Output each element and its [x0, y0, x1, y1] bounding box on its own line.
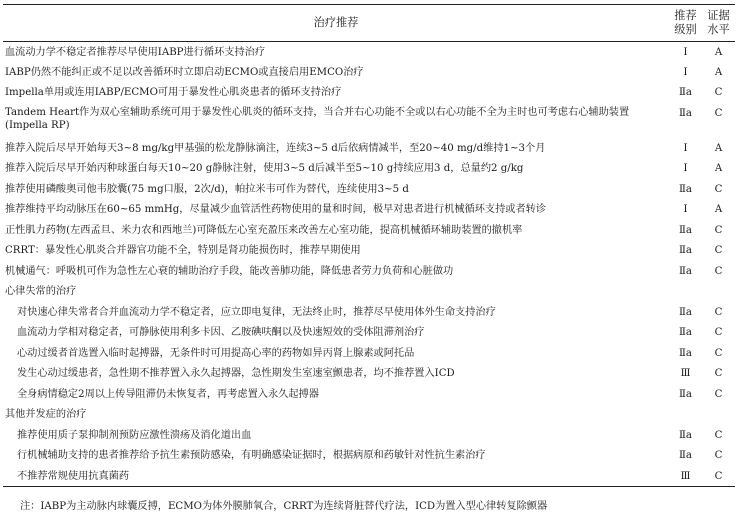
row-level: C — [714, 108, 723, 119]
row-text: 不推荐常规使用抗真菌药 — [3, 466, 669, 487]
row-text: 全身病情稳定2周以上传导阻滞仍未恢复者，再考虑置入永久起搏器 — [17, 388, 319, 400]
table-row — [3, 364, 735, 385]
row-level: A — [714, 163, 723, 175]
row-level: C — [714, 183, 723, 195]
header-level-line2: 水平 — [707, 23, 730, 36]
row-text: 推荐使用磷酸奥司他韦胶囊(75 mg口服，2次/d)，帕拉米韦可作为替代，连续使用3~5 d — [5, 183, 409, 195]
row-level — [702, 405, 735, 426]
row-class: Ⅰ — [683, 142, 688, 154]
row-class: Ⅱa — [679, 388, 692, 400]
row-level: C — [714, 450, 723, 462]
row-text: 推荐使用质子泵抑制剂预防应激性溃疡及消化道出血 — [17, 429, 252, 441]
row-text: 推荐维持平均动脉压在60~65 mmHg，尽量减少血管活性药物使用的量和时间，极早对患者进行机械循环支持或者转诊 — [5, 204, 547, 216]
table-row — [3, 343, 735, 364]
section-heading-row — [3, 405, 735, 426]
row-text: CRRT：暴发性心肌炎合并器官功能不全，特别是肾功能损伤时，推荐早期使用 — [5, 245, 361, 257]
row-level: C — [702, 466, 735, 487]
row-level: A — [714, 46, 723, 58]
row-class: Ⅲ — [669, 466, 702, 487]
table-row — [3, 241, 735, 262]
row-class: Ⅱa — [679, 450, 692, 462]
table-row — [3, 425, 735, 446]
row-text: 推荐入院后尽早开始丙种球蛋白每天10~20 g静脉注射，使用3~5 d后减半至5~10 g持续应用3 d，总量约2 g/kg — [5, 163, 524, 175]
row-class — [669, 282, 702, 303]
row-text: 推荐入院后尽早开始每天3~8 mg/kg甲基强的松龙静脉滴注，连续3~5 d后依病情减半，至20~40 mg/d维持1~3个月 — [5, 142, 546, 154]
row-text: 血流动力学相对稳定者，可静脉使用利多卡因、乙胺碘呋酮以及快速短效的受体阻滞剂治疗 — [17, 327, 425, 339]
header-class-line2: 级别 — [674, 23, 697, 36]
row-class: Ⅱa — [679, 87, 692, 99]
row-class: Ⅱa — [679, 265, 692, 277]
table-row — [3, 62, 735, 83]
row-level: C — [714, 429, 723, 441]
row-class: Ⅰ — [683, 46, 688, 58]
row-class: Ⅰ — [683, 204, 688, 216]
table-row — [3, 323, 735, 344]
table-row — [3, 466, 735, 487]
table-row — [3, 42, 735, 63]
row-class: Ⅱa — [679, 429, 692, 441]
table-row — [3, 83, 735, 104]
row-text: Impella单用或连用IABP/ECMO可用于暴发性心肌炎患者的循环支持治疗 — [5, 87, 342, 99]
table-row — [3, 220, 735, 241]
row-level: C — [714, 224, 723, 236]
table-row — [3, 179, 735, 200]
row-level — [702, 282, 735, 303]
row-class: Ⅱa — [679, 245, 692, 257]
row-class: Ⅱa — [679, 108, 692, 119]
row-class: Ⅲ — [680, 368, 691, 380]
row-text: 正性肌力药物(左西孟旦、米力农和西地兰)可降低左心室充盈压来改善左心室功能，提高机械循环辅助装置的撤机率 — [5, 224, 523, 236]
row-class: Ⅱa — [679, 347, 692, 359]
row-text: 血流动力学不稳定者推荐尽早使用IABP进行循环支持治疗 — [5, 46, 266, 58]
row-level: C — [714, 306, 723, 318]
table-row — [3, 384, 735, 405]
row-level: C — [714, 347, 723, 359]
row-level: C — [714, 87, 723, 99]
table-row — [3, 200, 735, 221]
section-heading-complications: 其他并发症的治疗 — [5, 409, 87, 421]
row-level: C — [714, 388, 723, 400]
row-text: IABP仍然不能纠正或不足以改善循环时立即启动ECMO或直接启用EMCO治疗 — [5, 66, 364, 78]
section-heading-row — [3, 282, 735, 303]
row-class — [669, 405, 702, 426]
header-level-line1: 证据 — [707, 9, 730, 22]
table-footnote: 注：IABP为主动脉内球囊反搏，ECMO为体外膜肺氧合，CRRT为连续肾脏替代疗法，ICD为置入型心律转复除颤器 — [20, 501, 548, 512]
row-text: Tandem Heart作为双心室辅助系统可用于暴发性心肌炎的循环支持，当合并右心功能不全或以右心功能不全为主时也可考虑右心辅助装置(Impella RP) — [5, 107, 630, 131]
row-text: 机械通气：呼吸机可作为急性左心衰的辅助治疗手段，能改善肺功能，降低患者劳力负荷和心脏做功 — [5, 265, 454, 277]
row-level: C — [714, 368, 723, 380]
row-level: C — [714, 327, 723, 339]
row-level: C — [714, 265, 723, 277]
table-row — [3, 302, 735, 323]
header-treatment: 治疗推荐 — [3, 5, 669, 42]
row-class: Ⅱa — [679, 224, 692, 236]
recommendation-table — [3, 4, 735, 487]
row-text: 对快速心律失常者合并血流动力学不稳定者，应立即电复律，无法终止时，推荐尽早使用体外生命支持治疗 — [17, 306, 496, 318]
row-text: 心动过缓者首选置入临时起搏器，无条件时可用提高心率的药物如异丙肾上腺素或阿托品 — [17, 347, 415, 359]
row-level: A — [714, 204, 723, 216]
header-recommendation-class — [669, 5, 702, 42]
row-class: Ⅱa — [679, 306, 692, 318]
header-evidence-level — [702, 5, 735, 42]
row-class: Ⅰ — [683, 66, 688, 78]
row-level: C — [714, 245, 723, 257]
table-header-row — [3, 5, 735, 42]
row-class: Ⅱa — [679, 183, 692, 195]
table-row — [3, 103, 735, 138]
table-row — [3, 138, 735, 159]
row-class: Ⅰ — [683, 163, 688, 175]
row-text: 发生心动过缓患者，急性期不推荐置入永久起搏器，急性期发生室速室颤患者，均不推荐置入ICD — [17, 368, 455, 380]
row-level: A — [714, 66, 723, 78]
row-text: 行机械辅助支持的患者推荐给予抗生素预防感染，有明确感染证据时，根据病原和药敏针对性抗生素治疗 — [17, 450, 486, 462]
table-row — [3, 261, 735, 282]
header-class-line1: 推荐 — [674, 9, 697, 22]
row-level: A — [714, 142, 723, 154]
table-row — [3, 446, 735, 467]
table-row — [3, 159, 735, 180]
section-heading-arrhythmia: 心律失常的治疗 — [5, 286, 77, 298]
row-class: Ⅱa — [679, 327, 692, 339]
